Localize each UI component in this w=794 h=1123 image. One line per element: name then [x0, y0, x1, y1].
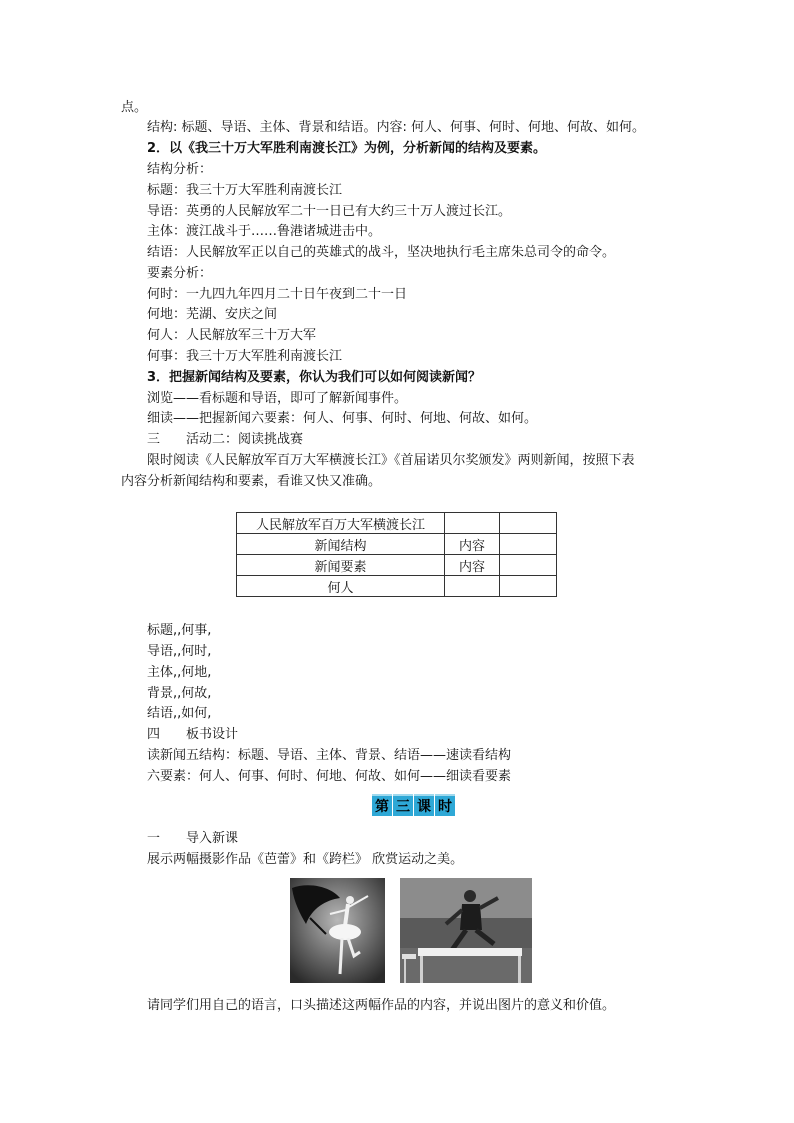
lesson-title-char: 三 — [393, 794, 413, 816]
lesson-title-char: 第 — [372, 794, 392, 816]
table-row — [237, 576, 557, 597]
analysis-table — [236, 512, 557, 597]
text-line: 点。 — [121, 100, 148, 115]
table-cell: 新闻结构 — [237, 534, 445, 555]
lesson-title-char: 课 — [414, 794, 434, 816]
text-line: 内容分析新闻结构和要素，看谁又快又准确。 — [121, 474, 382, 489]
text-line: 结语：人民解放军正以自己的英雄式的战斗，坚决地执行毛主席朱总司令的命令。 — [147, 245, 616, 260]
ballet-photo — [290, 878, 385, 983]
text-line: 何地：芜湖、安庆之间 — [147, 307, 278, 322]
text-line: 何人：人民解放军三十万大军 — [147, 328, 317, 343]
text-line: 展示两幅摄影作品《芭蕾》和《跨栏》 欣赏运动之美。 — [147, 852, 464, 867]
table-cell — [445, 513, 500, 534]
text-line: 浏览——看标题和导语，即可了解新闻事件。 — [147, 391, 408, 406]
text-line: 主体：渡江战斗于……鲁港诸城进击中。 — [147, 224, 382, 239]
table-row — [237, 555, 557, 576]
section-heading: 三 活动二：阅读挑战赛 — [147, 432, 304, 447]
text-line: 结语,,如何, — [147, 706, 212, 721]
table-row — [237, 513, 557, 534]
section-heading: 一 导入新课 — [147, 831, 239, 846]
text-line: 结构分析： — [147, 162, 213, 177]
table-cell — [445, 576, 500, 597]
text-line: 读新闻五结构：标题、导语、主体、背景、结语——速读看结构 — [147, 748, 512, 763]
text-line: 结构: 标题、导语、主体、背景和结语。内容: 何人、何事、何时、何地、何故、如何。 — [147, 120, 646, 135]
table-cell: 内容 — [445, 555, 500, 576]
lesson-title — [372, 794, 455, 816]
text-line: 标题,,何事, — [147, 623, 212, 638]
table-cell — [500, 513, 557, 534]
table-cell — [500, 555, 557, 576]
text-line: 何事：我三十万大军胜利南渡长江 — [147, 349, 343, 364]
text-line: 标题：我三十万大军胜利南渡长江 — [147, 183, 343, 198]
table-cell — [500, 534, 557, 555]
hurdles-photo — [400, 878, 532, 983]
text-line: 何时：一九四九年四月二十日午夜到二十一日 — [147, 287, 408, 302]
text-line: 主体,,何地, — [147, 665, 212, 680]
table-row — [237, 534, 557, 555]
text-line: 导语：英勇的人民解放军二十一日已有大约三十万人渡过长江。 — [147, 204, 512, 219]
text-line: 六要素：何人、何事、何时、何地、何故、如何——细读看要素 — [147, 769, 512, 784]
lesson-title-char: 时 — [435, 794, 455, 816]
table-cell: 人民解放军百万大军横渡长江 — [237, 513, 445, 534]
table-cell: 新闻要素 — [237, 555, 445, 576]
text-line: 请同学们用自己的语言，口头描述这两幅作品的内容，并说出图片的意义和价值。 — [147, 998, 616, 1013]
text-line: 限时阅读《人民解放军百万大军横渡长江》《首届诺贝尔奖颁发》两则新闻，按照下表 — [147, 453, 635, 468]
question-heading: 3．把握新闻结构及要素，你认为我们可以如何阅读新闻？ — [147, 370, 482, 385]
table-cell — [500, 576, 557, 597]
table-cell: 何人 — [237, 576, 445, 597]
text-line: 细读——把握新闻六要素：何人、何事、何时、何地、何故、如何。 — [147, 411, 538, 426]
question-heading: 2．以《我三十万大军胜利南渡长江》为例，分析新闻的结构及要素。 — [147, 141, 547, 156]
text-line: 背景,,何故, — [147, 686, 212, 701]
table-cell: 内容 — [445, 534, 500, 555]
section-heading: 四 板书设计 — [147, 727, 239, 742]
text-line: 导语,,何时, — [147, 644, 212, 659]
text-line: 要素分析： — [147, 266, 213, 281]
